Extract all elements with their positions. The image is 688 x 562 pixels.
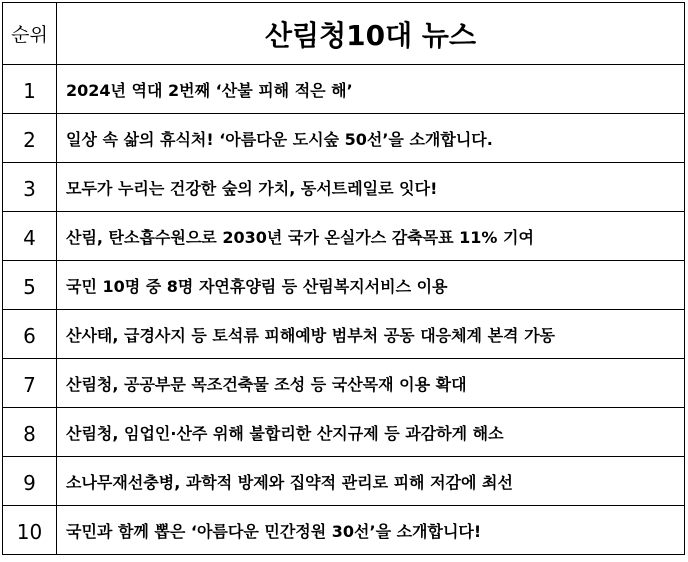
news-title-cell: 국민과 함께 뽑은 ‘아름다운 민간정원 30선’을 소개합니다! <box>57 506 685 555</box>
news-title-cell: 소나무재선충병, 과학적 방제와 집약적 관리로 피해 저감에 최선 <box>57 457 685 506</box>
table-row <box>3 359 685 408</box>
table-row <box>3 408 685 457</box>
news-title-cell: 2024년 역대 2번째 ‘산불 피해 적은 해’ <box>57 65 685 114</box>
rank-cell: 2 <box>3 114 57 163</box>
table-row <box>3 457 685 506</box>
news-title-cell: 산림청, 임업인·산주 위해 불합리한 산지규제 등 과감하게 해소 <box>57 408 685 457</box>
rank-cell: 5 <box>3 261 57 310</box>
table-row <box>3 212 685 261</box>
table-row <box>3 506 685 555</box>
rank-cell: 10 <box>3 506 57 555</box>
news-title-cell: 산림, 탄소흡수원으로 2030년 국가 온실가스 감축목표 11% 기여 <box>57 212 685 261</box>
table-row <box>3 261 685 310</box>
rank-cell: 1 <box>3 65 57 114</box>
table-row <box>3 163 685 212</box>
news-title-cell: 국민 10명 중 8명 자연휴양림 등 산림복지서비스 이용 <box>57 261 685 310</box>
rank-cell: 4 <box>3 212 57 261</box>
rank-cell: 3 <box>3 163 57 212</box>
rank-column-header: 순위 <box>3 3 57 65</box>
rank-cell: 9 <box>3 457 57 506</box>
table-header-row <box>3 3 685 65</box>
news-title-cell: 일상 속 삶의 휴식처! ‘아름다운 도시숲 50선’을 소개합니다. <box>57 114 685 163</box>
table-row <box>3 65 685 114</box>
rank-cell: 6 <box>3 310 57 359</box>
rank-cell: 8 <box>3 408 57 457</box>
news-title-cell: 산사태, 급경사지 등 토석류 피해예방 범부처 공동 대응체계 본격 가동 <box>57 310 685 359</box>
rank-cell: 7 <box>3 359 57 408</box>
news-title-cell: 모두가 누리는 건강한 숲의 가치, 동서트레일로 잇다! <box>57 163 685 212</box>
news-title-cell: 산림청, 공공부문 목조건축물 조성 등 국산목재 이용 확대 <box>57 359 685 408</box>
news-table <box>2 2 685 555</box>
table-title: 산림청10대 뉴스 <box>57 3 685 65</box>
table-row <box>3 114 685 163</box>
table-row <box>3 310 685 359</box>
